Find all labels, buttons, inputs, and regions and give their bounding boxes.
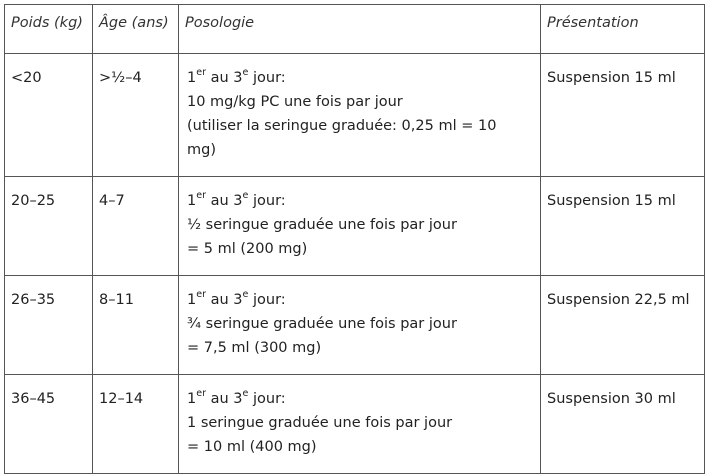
presentation-cell: Suspension 30 ml: [541, 375, 705, 474]
dosage-line: (utiliser la seringue graduée: 0,25 ml = 10: [187, 118, 497, 134]
dosage-table: [4, 4, 705, 474]
age-cell: 12–14: [93, 375, 179, 474]
dosage-cell: [179, 276, 541, 375]
table-row: [5, 375, 705, 474]
dosage-line: = 5 ml (200 mg): [187, 241, 308, 257]
dosage-line: 10 mg/kg PC une fois par jour: [187, 94, 403, 110]
header-age: Âge (ans): [93, 5, 179, 54]
dosage-day-range: 1er au 3e jour:: [187, 190, 286, 209]
dosage-cell: [179, 177, 541, 276]
dosage-line: ½ seringue graduée une fois par jour: [187, 217, 457, 233]
header-row: [5, 5, 705, 54]
table-row: [5, 276, 705, 375]
dosage-cell: [179, 54, 541, 177]
dosage-line: = 7,5 ml (300 mg): [187, 340, 322, 356]
dosage-day-range: 1er au 3e jour:: [187, 67, 286, 86]
weight-cell: 20–25: [5, 177, 93, 276]
age-cell: >½–4: [93, 54, 179, 177]
table-row: [5, 54, 705, 177]
dosage-day-range: 1er au 3e jour:: [187, 388, 286, 407]
weight-cell: 26–35: [5, 276, 93, 375]
header-weight: Poids (kg): [5, 5, 93, 54]
presentation-cell: Suspension 15 ml: [541, 177, 705, 276]
weight-cell: 36–45: [5, 375, 93, 474]
dosage-day-range: 1er au 3e jour:: [187, 289, 286, 308]
presentation-cell: Suspension 15 ml: [541, 54, 705, 177]
dosage-line: = 10 ml (400 mg): [187, 439, 317, 455]
age-cell: 4–7: [93, 177, 179, 276]
weight-cell: <20: [5, 54, 93, 177]
dosage-line: mg): [187, 142, 216, 158]
header-dosage: Posologie: [179, 5, 541, 54]
dosage-line: ¾ seringue graduée une fois par jour: [187, 316, 457, 332]
header-presentation: Présentation: [541, 5, 705, 54]
dosage-cell: [179, 375, 541, 474]
dosage-line: 1 seringue graduée une fois par jour: [187, 415, 453, 431]
presentation-cell: Suspension 22,5 ml: [541, 276, 705, 375]
age-cell: 8–11: [93, 276, 179, 375]
table-row: [5, 177, 705, 276]
